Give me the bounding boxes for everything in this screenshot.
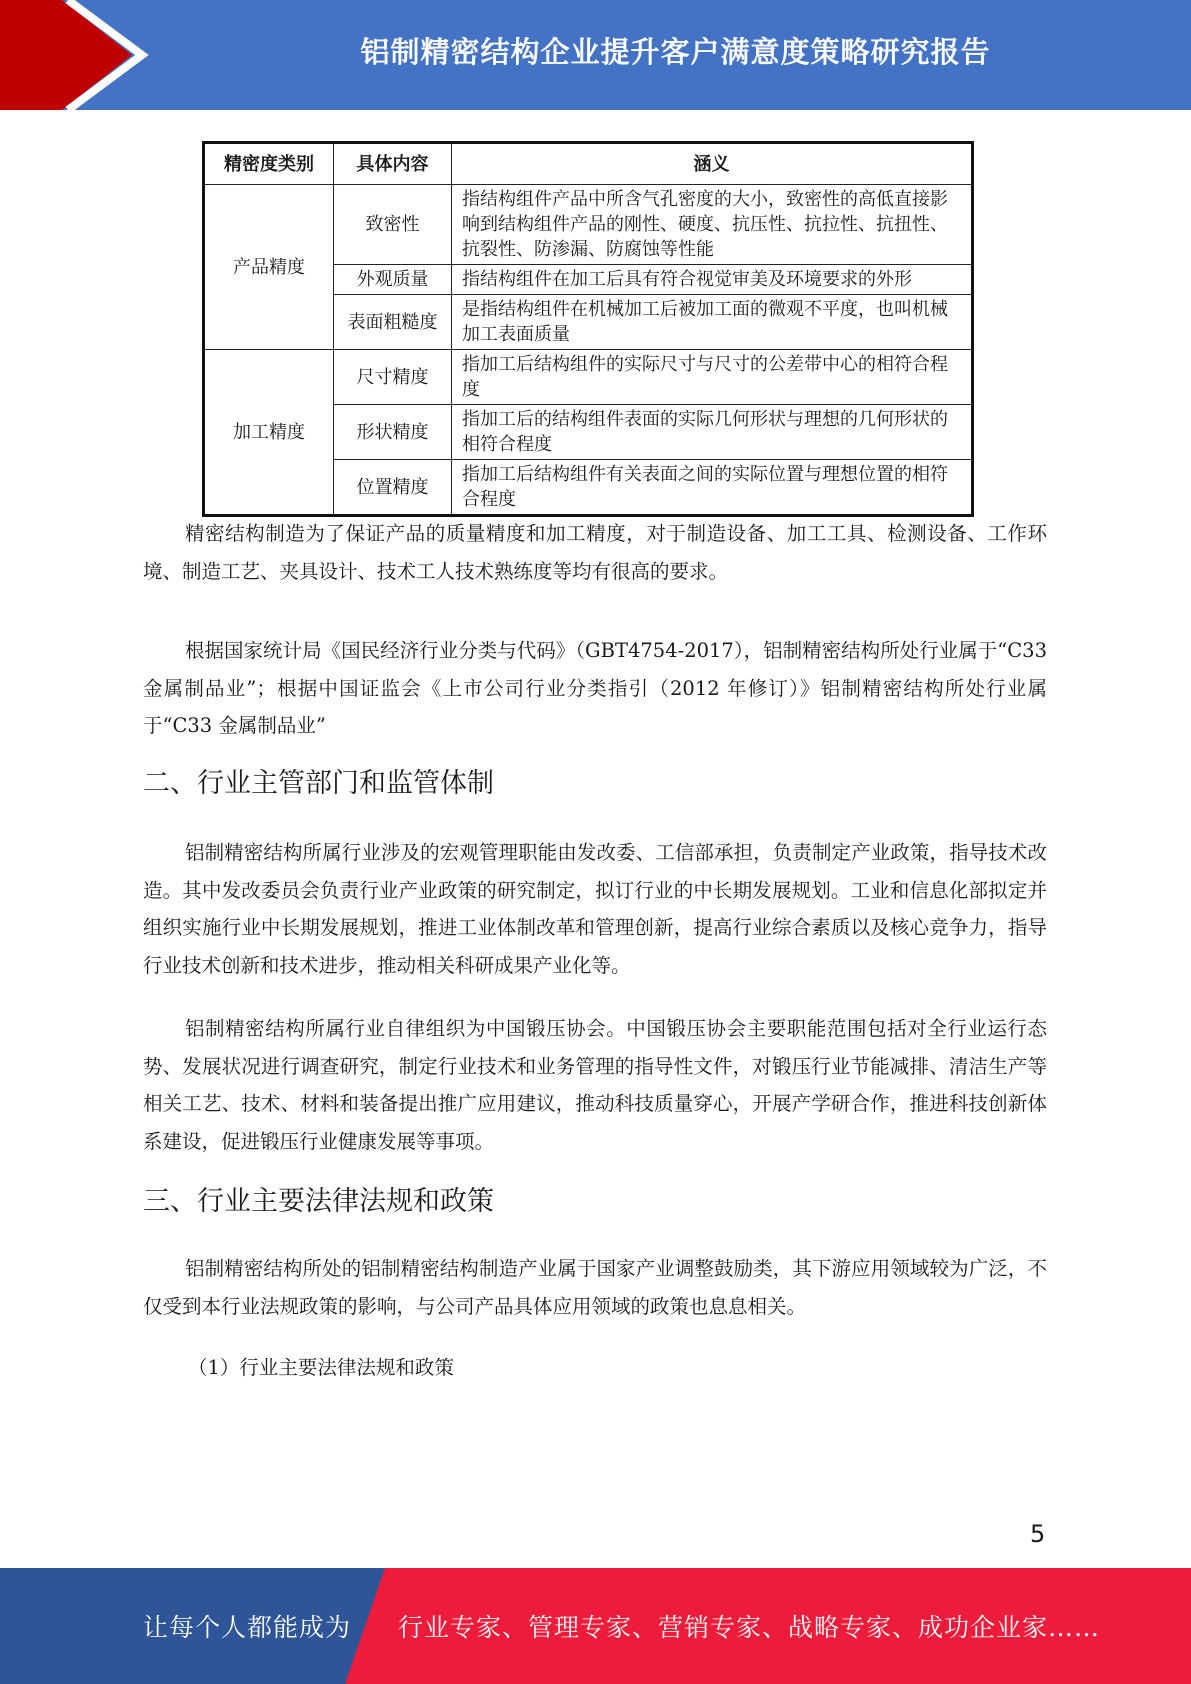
table-row bbox=[204, 350, 973, 405]
table-header-category: 精密度类别 bbox=[204, 143, 334, 185]
report-title: 铝制精密结构企业提升客户满意度策略研究报告 bbox=[360, 34, 991, 69]
paragraph-precision-requirements: 精密结构制造为了保证产品的质量精度和加工精度，对于制造设备、加工工具、检测设备、工作环境、制造工艺、夹具设计、技术工人技术熟练度等均有很高的要求。 bbox=[143, 522, 1047, 583]
table-meaning-cell: 指加工后结构组件有关表面之间的实际位置与理想位置的相符合程度 bbox=[452, 460, 973, 516]
table-meaning-cell: 指加工后结构组件的实际尺寸与尺寸的公差带中心的相符合程度 bbox=[452, 350, 973, 405]
footer-slogan-right: 行业专家、管理专家、营销专家、战略专家、成功企业家…… bbox=[398, 1613, 1101, 1642]
table-meaning-cell: 指结构组件在加工后具有符合视觉审美及环境要求的外形 bbox=[452, 265, 973, 295]
table-item-cell: 形状精度 bbox=[334, 405, 452, 460]
table-meaning-cell: 是指结构组件在机械加工后被加工面的微观不平度，也叫机械加工表面质量 bbox=[452, 295, 973, 350]
footer-slogan-left: 让每个人都能成为 bbox=[143, 1613, 352, 1642]
table-header-row bbox=[204, 143, 973, 185]
table-item-cell: 尺寸精度 bbox=[334, 350, 452, 405]
paragraph-self-regulatory-org: 铝制精密结构所属行业自律组织为中国锻压协会。中国锻压协会主要职能范围包括对全行业运行态势、发展状况进行调查研究，制定行业技术和业务管理的指导性文件，对锻压行业节能减排、清洁生产等相关工艺、技术、材料和装备提出推广应用建议，推动科技质量穿心，开展产学研合作，推进科技创新体系建设，促进锻压行业健康发展等事项。 bbox=[143, 1017, 1047, 1153]
precision-table-container bbox=[202, 141, 974, 517]
paragraph-macro-management: 铝制精密结构所属行业涉及的宏观管理职能由发改委、工信部承担，负责制定产业政策，指导技术改造。其中发改委员会负责行业产业政策的研究制定，拟订行业的中长期发展规划。工业和信息化部拟定并组织实施行业中长期发展规划，推进工业体制改革和管理创新，提高行业综合素质以及核心竞争力，指导行业技术创新和技术进步，推动相关科研成果产业化等。 bbox=[143, 841, 1047, 977]
table-item-cell: 位置精度 bbox=[334, 460, 452, 516]
table-item-cell: 外观质量 bbox=[334, 265, 452, 295]
page-number: 5 bbox=[1030, 1520, 1046, 1548]
table-row bbox=[204, 185, 973, 265]
paragraph-industry-classification: 根据国家统计局《国民经济行业分类与代码》（GBT4754-2017），铝制精密结构所处行业属于“C33 金属制品业”；根据中国证监会《上市公司行业分类指引（2012 年修订）》铝制精密结构所处行业属于“C33 金属制品业” bbox=[143, 639, 1047, 737]
table-header-meaning: 涵义 bbox=[452, 143, 973, 185]
page-header bbox=[0, 0, 1191, 110]
section-heading-regulators: 二、行业主管部门和监管体制 bbox=[143, 768, 494, 799]
table-category-cell: 产品精度 bbox=[204, 185, 334, 350]
table-meaning-cell: 指加工后的结构组件表面的实际几何形状与理想的几何形状的相符合程度 bbox=[452, 405, 973, 460]
subheading-laws-list: （1）行业主要法律法规和政策 bbox=[188, 1356, 454, 1379]
table-item-cell: 表面粗糙度 bbox=[334, 295, 452, 350]
table-category-cell: 加工精度 bbox=[204, 350, 334, 516]
table-meaning-cell: 指结构组件产品中所含气孔密度的大小，致密性的高低直接影响到结构组件产品的刚性、硬度、抗压性、抗拉性、抗扭性、抗裂性、防渗漏、防腐蚀等性能 bbox=[452, 185, 973, 265]
table-item-cell: 致密性 bbox=[334, 185, 452, 265]
paragraph-policy-overview: 铝制精密结构所处的铝制精密结构制造产业属于国家产业调整鼓励类，其下游应用领域较为广泛，不仅受到本行业法规政策的影响，与公司产品具体应用领域的政策也息息相关。 bbox=[143, 1257, 1047, 1318]
section-heading-laws: 三、行业主要法律法规和政策 bbox=[143, 1186, 494, 1217]
page-footer bbox=[0, 1568, 1191, 1684]
table-header-item: 具体内容 bbox=[334, 143, 452, 185]
precision-table bbox=[202, 141, 974, 517]
